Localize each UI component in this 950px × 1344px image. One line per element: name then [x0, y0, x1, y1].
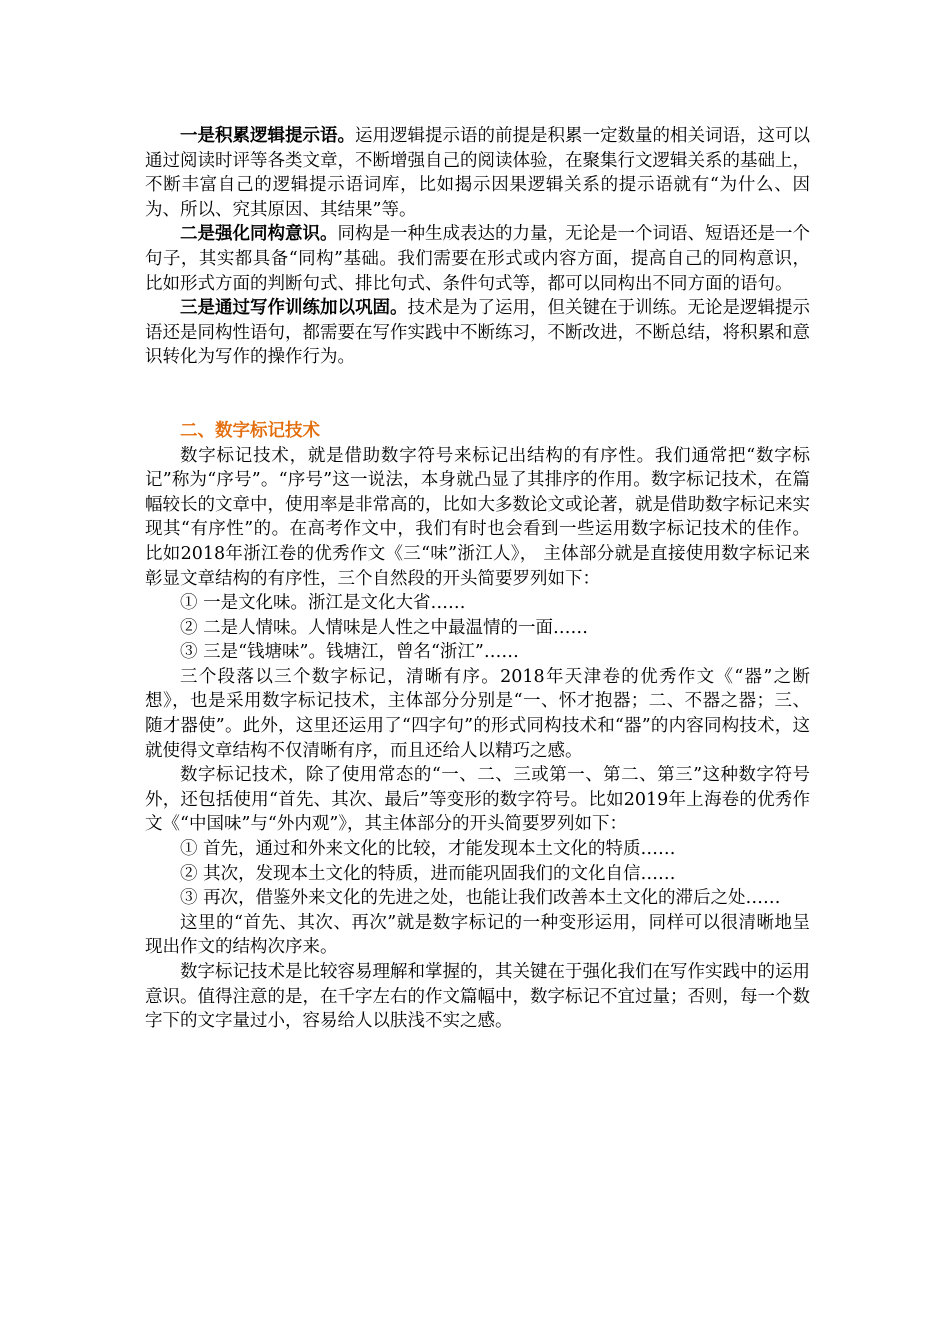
paragraph: 这里的“首先、其次、再次”就是数字标记的一种变形运用，同样可以很清晰地呈现出作文的结构次序来。	[145, 912, 810, 958]
paragraph-strengthen-isomorphism	[145, 222, 810, 296]
paragraph-body: 技术是为了运用，但关键在于训练。无论是逻辑提示语还是同构性语句，都需要在写作实践中不断练习，不断改进，不断总结，将积累和意识转化为写作的操作行为。	[145, 298, 810, 368]
list-item: ① 一是文化味。浙江是文化大省……	[180, 593, 466, 614]
paragraph: 三个段落以三个数字标记，清晰有序。2018年天津卷的优秀作文《“器”之断想》，也是采用数字标记技术，主体部分分别是“一、怀才抱器；二、不器之器；三、随才器使”。此外，这里还运用了“四字句”的形式同构技术和“器”的内容同构技术，这就使得文章结构不仅清晰有序，而且还给人以精巧之感。	[145, 666, 810, 761]
paragraph: 数字标记技术，就是借助数字符号来标记出结构的有序性。我们通常把“数字标记”称为“序号”。“序号”这一说法，本身就凸显了其排序的作用。数字标记技术，在篇幅较长的文章中，使用率是非常高的，比如大多数论文或论著，就是借助数字标记来实现其“有序性”的。在高考作文中，我们有时也会看到一些运用数字标记技术的佳作。比如2018年浙江卷的优秀作文《三“味”浙江人》， 主体部分就是直接使用数字标记来彰显文章结构的有序性，三个自然段的开头简要罗列如下：	[145, 445, 810, 589]
list-item: ① 首先，通过和外来文化的比较，才能发现本土文化的特质……	[180, 839, 676, 860]
paragraph-lead: 一是积累逻辑提示语。	[180, 126, 355, 146]
section-heading: 二、数字标记技术	[180, 420, 320, 441]
document-page	[145, 124, 810, 1034]
paragraph-body: 运用逻辑提示语的前提是积累一定数量的相关词语，这可以通过阅读时评等各类文章，不断增强自己的阅读体验，在聚集行文逻辑关系的基础上，不断丰富自己的逻辑提示语词库，比如揭示因果逻辑关系的提示语就有“为什么、因为、所以、究其原因、其结果”等。	[145, 126, 810, 220]
section-gap	[145, 370, 810, 419]
paragraph: 数字标记技术，除了使用常态的“一、二、三或第一、第二、第三”这种数字符号外，还包括使用“首先、其次、最后”等变形的数字符号。比如2019年上海卷的优秀作文《“中国味”与“外内观”》，其主体部分的开头简要罗列如下：	[145, 765, 810, 835]
list-item: ② 其次，发现本土文化的特质，进而能巩固我们的文化自信……	[180, 863, 676, 884]
paragraph-body: 同构是一种生成表达的力量，无论是一个词语、短语还是一个句子，其实都具备“同构”基础。我们需要在形式或内容方面，提高自己的同构意识，比如形式方面的判断句式、排比句式、条件句式等，都可以同构出不同方面的语句。	[145, 224, 810, 294]
paragraph: 数字标记技术是比较容易理解和掌握的，其关键在于强化我们在写作实践中的运用意识。值得注意的是，在千字左右的作文篇幅中，数字标记不宜过量；否则，每一个数字下的文字量过小，容易给人以肤浅不实之感。	[145, 962, 810, 1032]
list-item: ② 二是人情味。人情味是人性之中最温情的一面……	[180, 617, 589, 638]
paragraph-lead: 三是通过写作训练加以巩固。	[180, 298, 408, 319]
paragraph-accumulate-logic-prompts	[145, 124, 810, 222]
list-item: ③ 再次，借鉴外来文化的先进之处，也能让我们改善本土文化的滞后之处……	[180, 888, 781, 909]
paragraph-writing-training	[145, 296, 810, 370]
paragraph-lead: 二是强化同构意识。	[180, 224, 338, 245]
list-item: ③ 三是“钱塘味”。钱塘江，曾名“浙江”……	[180, 642, 519, 663]
